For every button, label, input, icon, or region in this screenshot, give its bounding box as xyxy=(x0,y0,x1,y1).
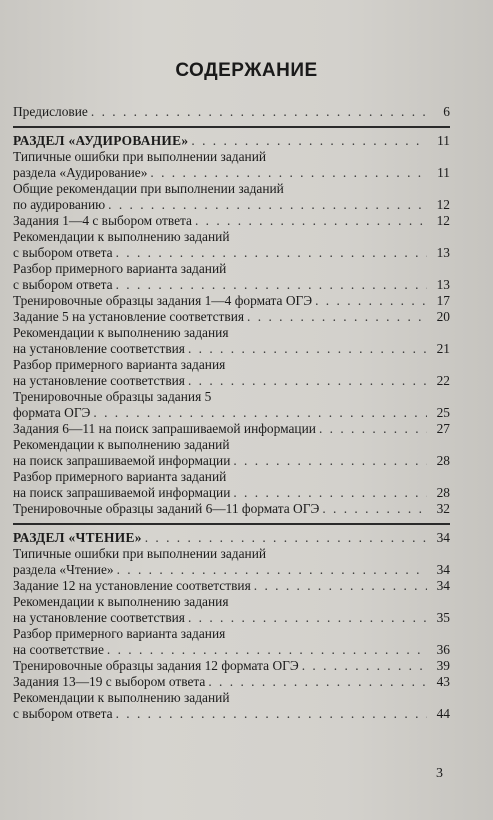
toc-entry-title: раздела «Чтение» xyxy=(13,562,114,577)
dot-leader xyxy=(319,421,427,437)
toc-entry-page: 39 xyxy=(436,658,450,673)
toc-entry xyxy=(13,674,450,690)
toc-entry xyxy=(13,658,450,674)
toc-entry-page: 13 xyxy=(436,245,450,260)
toc-entry-page: 36 xyxy=(436,642,450,657)
toc-section-heading xyxy=(13,133,450,149)
toc-entry-title: Задания 6—11 на поиск запрашиваемой информации xyxy=(13,421,316,436)
dot-leader xyxy=(145,530,427,546)
toc-entry-page: 25 xyxy=(436,405,450,420)
dot-leader xyxy=(188,610,427,626)
toc-entry-title: РАЗДЕЛ «АУДИРОВАНИЕ» xyxy=(13,133,189,148)
dot-leader xyxy=(188,341,427,357)
toc-entry xyxy=(13,594,450,610)
dot-leader xyxy=(91,104,427,120)
toc-entry-title: Рекомендации к выполнению заданий xyxy=(13,229,230,244)
toc-entry-page: 20 xyxy=(436,309,450,324)
toc-entry-page: 28 xyxy=(436,453,450,468)
table-of-contents xyxy=(13,104,450,722)
dot-leader xyxy=(116,245,427,261)
section-divider xyxy=(13,523,450,525)
toc-entry-page: 35 xyxy=(436,610,450,625)
toc-entry-title: по аудированию xyxy=(13,197,106,212)
dot-leader xyxy=(116,277,427,293)
toc-entry xyxy=(13,357,450,373)
toc-entry-page: 21 xyxy=(436,341,450,356)
toc-entry xyxy=(13,578,450,594)
toc-entry-page: 34 xyxy=(436,578,450,593)
toc-entry xyxy=(13,546,450,562)
toc-entry-title: Тренировочные образцы задания 5 xyxy=(13,389,212,404)
dot-leader xyxy=(188,373,427,389)
toc-entry xyxy=(13,165,450,181)
toc-entry-title: Разбор примерного варианта заданий xyxy=(13,261,227,276)
dot-leader xyxy=(107,642,427,658)
toc-entry-title: Задания 1—4 с выбором ответа xyxy=(13,213,192,228)
dot-leader xyxy=(233,485,427,501)
toc-entry xyxy=(13,610,450,626)
toc-entry xyxy=(13,261,450,277)
toc-entry-title: Рекомендации к выполнению задания xyxy=(13,325,229,340)
toc-entry-page: 34 xyxy=(436,530,450,545)
toc-entry-title: Рекомендации к выполнению заданий xyxy=(13,690,230,705)
toc-entry-page: 27 xyxy=(436,421,450,436)
toc-entry-title: на установление соответствия xyxy=(13,610,185,625)
toc-entry-title: Разбор примерного варианта задания xyxy=(13,626,226,641)
toc-entry-title: Предисловие xyxy=(13,104,88,119)
toc-entry xyxy=(13,213,450,229)
dot-leader xyxy=(254,578,427,594)
toc-entry-page: 28 xyxy=(436,485,450,500)
toc-entry-title: с выбором ответа xyxy=(13,245,113,260)
toc-entry xyxy=(13,373,450,389)
page-number: 3 xyxy=(436,766,443,781)
toc-entry-title: Тренировочные образцы задания 1—4 формата ОГЭ xyxy=(13,293,313,308)
toc-entry xyxy=(13,197,450,213)
toc-entry-title: на поиск запрашиваемой информации xyxy=(13,485,231,500)
toc-entry-title: на поиск запрашиваемой информации xyxy=(13,453,231,468)
toc-entry xyxy=(13,690,450,706)
toc-entry-title: Тренировочные образцы заданий 6—11 формата ОГЭ xyxy=(13,501,320,516)
toc-entry xyxy=(13,405,450,421)
toc-entry-title: на установление соответствия xyxy=(13,373,185,388)
dot-leader xyxy=(116,706,427,722)
dot-leader xyxy=(93,405,427,421)
toc-entry xyxy=(13,437,450,453)
toc-entry-page: 11 xyxy=(437,165,450,180)
dot-leader xyxy=(108,197,427,213)
toc-entry-title: Общие рекомендации при выполнении заданий xyxy=(13,181,284,196)
toc-entry-page: 32 xyxy=(436,501,450,516)
toc-entry xyxy=(13,706,450,722)
toc-entry-page: 13 xyxy=(436,277,450,292)
toc-section-heading xyxy=(13,530,450,546)
toc-entry-page: 11 xyxy=(437,133,450,148)
toc-entry xyxy=(13,277,450,293)
toc-entry xyxy=(13,562,450,578)
toc-entry-title: Тренировочные образцы задания 12 формата ОГЭ xyxy=(13,658,299,673)
toc-entry-page: 12 xyxy=(436,213,450,228)
toc-entry xyxy=(13,104,450,120)
toc-entry xyxy=(13,245,450,261)
toc-entry-title: с выбором ответа xyxy=(13,277,113,292)
toc-entry xyxy=(13,293,450,309)
toc-entry-title: раздела «Аудирование» xyxy=(13,165,148,180)
toc-entry-page: 34 xyxy=(436,562,450,577)
dot-leader xyxy=(117,562,427,578)
toc-entry xyxy=(13,229,450,245)
toc-entry-title: Разбор примерного варианта задания xyxy=(13,357,226,372)
toc-entry-page: 17 xyxy=(436,293,450,308)
toc-entry xyxy=(13,421,450,437)
dot-leader xyxy=(208,674,427,690)
toc-entry xyxy=(13,469,450,485)
toc-entry xyxy=(13,341,450,357)
dot-leader xyxy=(302,658,427,674)
page-title: СОДЕРЖАНИЕ xyxy=(175,60,318,81)
toc-entry xyxy=(13,309,450,325)
toc-entry-page: 44 xyxy=(436,706,450,721)
toc-entry-title: Типичные ошибки при выполнении заданий xyxy=(13,149,267,164)
toc-entry xyxy=(13,389,450,405)
toc-entry-title: на установление соответствия xyxy=(13,341,185,356)
toc-entry xyxy=(13,501,450,517)
toc-entry-title: РАЗДЕЛ «ЧТЕНИЕ» xyxy=(13,530,142,545)
dot-leader xyxy=(315,293,427,309)
toc-entry xyxy=(13,453,450,469)
dot-leader xyxy=(247,309,427,325)
toc-entry-page: 6 xyxy=(443,104,450,119)
toc-entry-title: формата ОГЭ xyxy=(13,405,91,420)
toc-entry-title: Типичные ошибки при выполнении заданий xyxy=(13,546,267,561)
toc-entry xyxy=(13,149,450,165)
toc-entry-title: Разбор примерного варианта заданий xyxy=(13,469,227,484)
toc-entry-title: на соответствие xyxy=(13,642,104,657)
section-divider xyxy=(13,126,450,128)
toc-entry xyxy=(13,181,450,197)
toc-entry xyxy=(13,325,450,341)
dot-leader xyxy=(195,213,427,229)
toc-entry-title: с выбором ответа xyxy=(13,706,113,721)
toc-entry-title: Задание 12 на установление соответствия xyxy=(13,578,251,593)
toc-entry-title: Рекомендации к выполнению задания xyxy=(13,594,229,609)
toc-entry-page: 22 xyxy=(436,373,450,388)
dot-leader xyxy=(322,501,427,517)
toc-entry-page: 43 xyxy=(436,674,450,689)
toc-entry xyxy=(13,485,450,501)
toc-entry xyxy=(13,642,450,658)
toc-entry-title: Рекомендации к выполнению заданий xyxy=(13,437,230,452)
toc-entry-title: Задание 5 на установление соответствия xyxy=(13,309,245,324)
dot-leader xyxy=(233,453,427,469)
dot-leader xyxy=(191,133,427,149)
toc-entry-page: 12 xyxy=(436,197,450,212)
toc-entry-title: Задания 13—19 с выбором ответа xyxy=(13,674,206,689)
toc-entry xyxy=(13,626,450,642)
dot-leader xyxy=(150,165,427,181)
